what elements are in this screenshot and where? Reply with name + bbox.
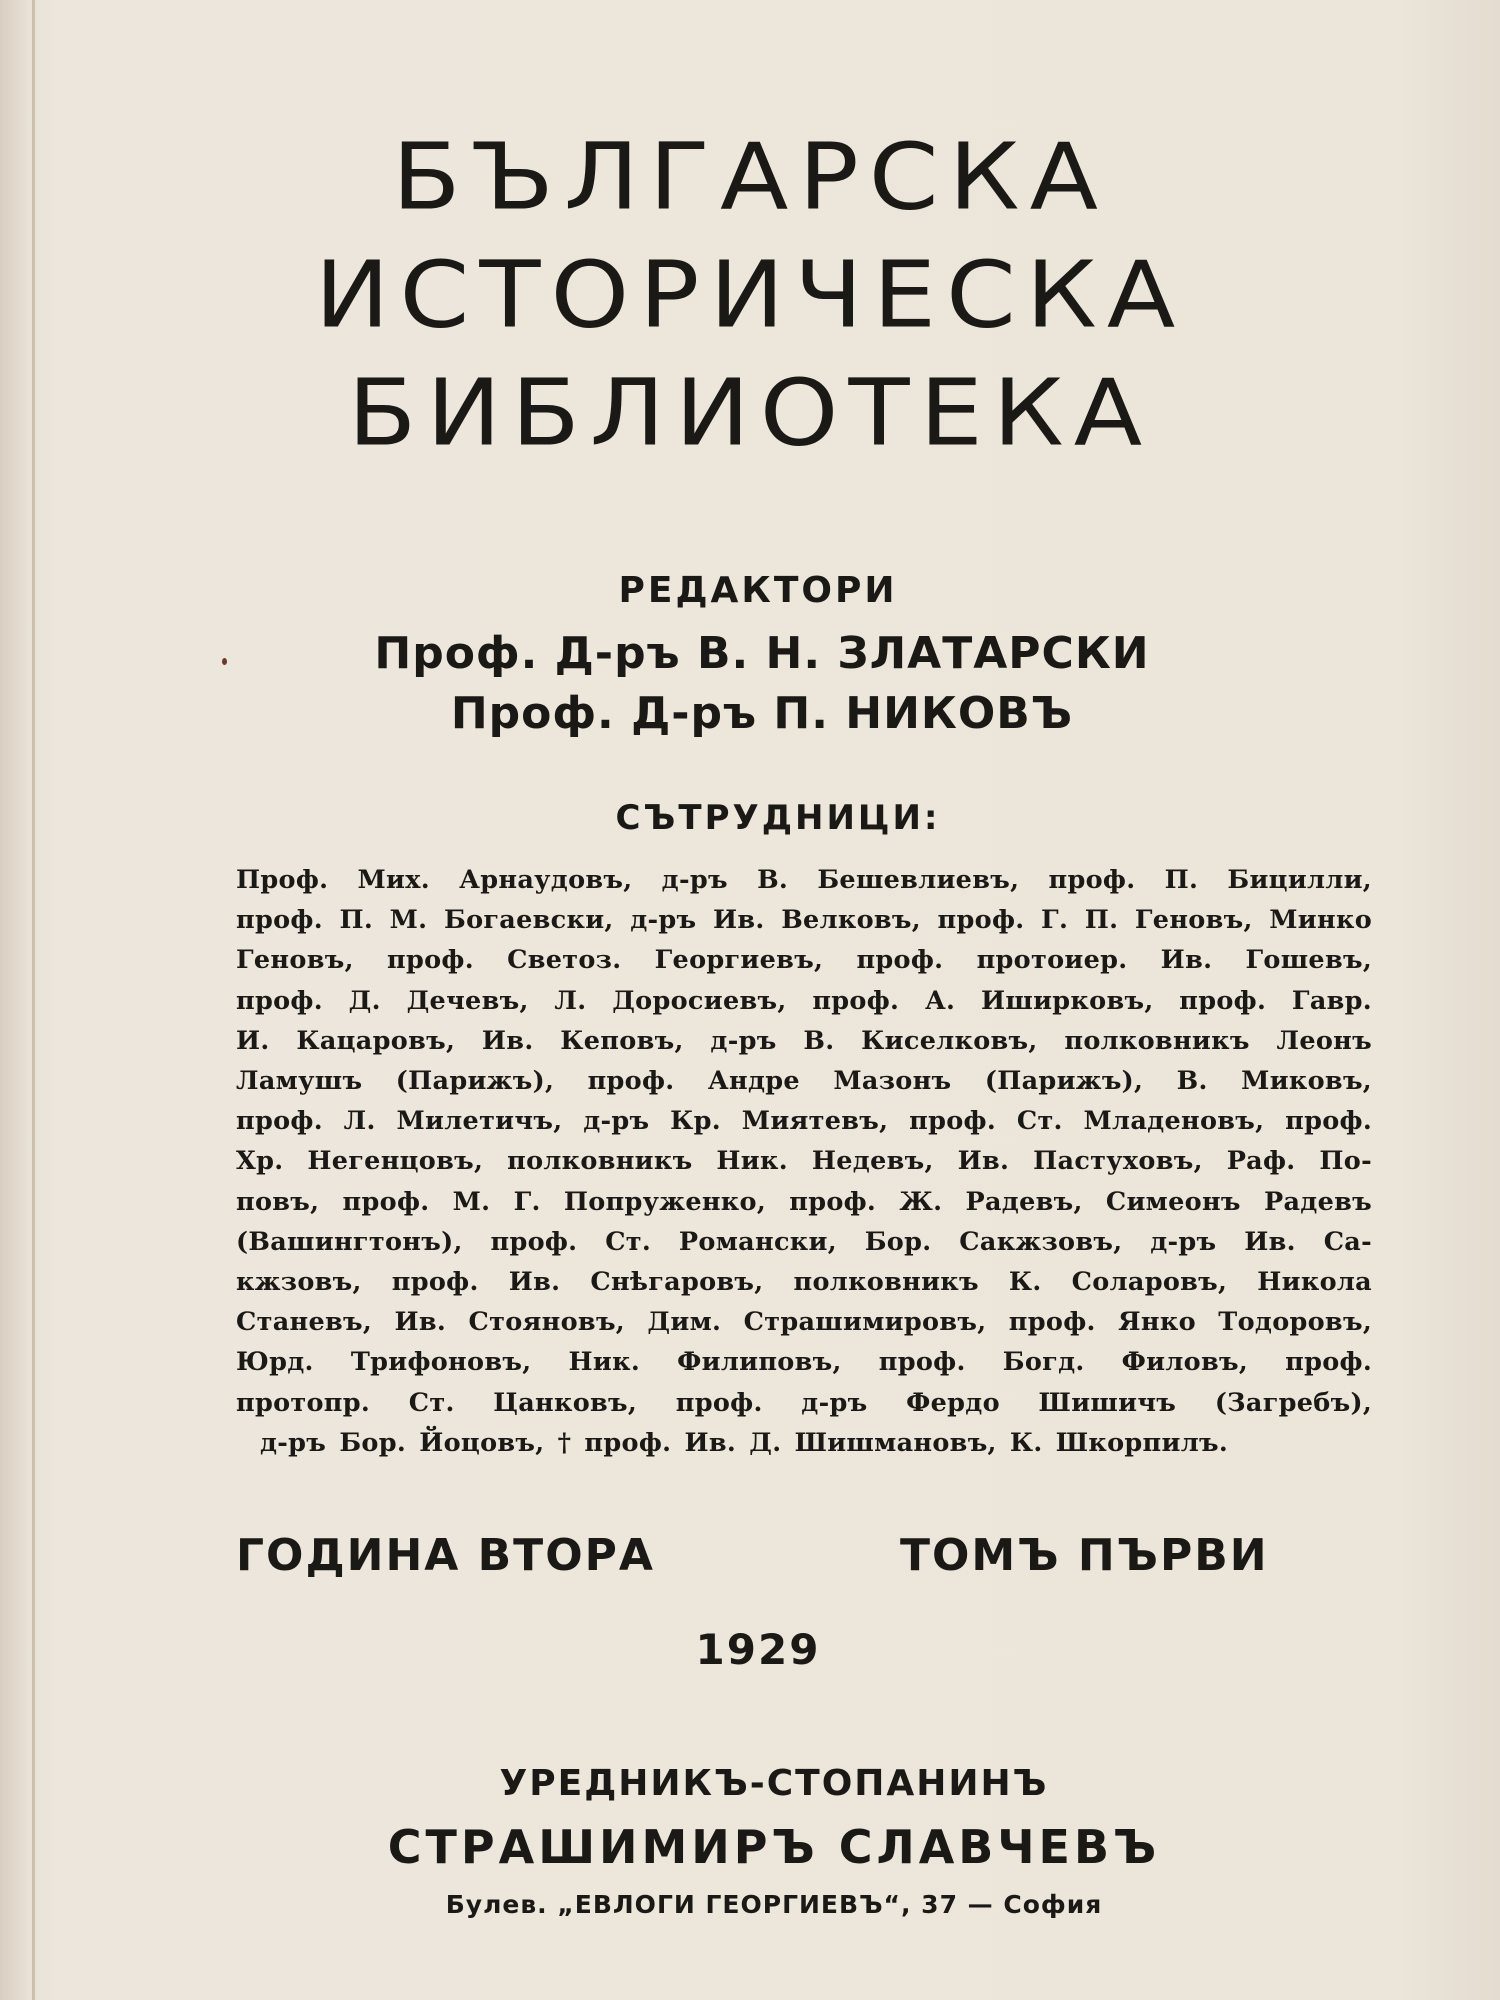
- contributor-line: Ламушъ (Парижъ), проф. Андре Мазонъ (Парижъ), В. Миковъ,: [236, 1066, 1372, 1097]
- contributor-line: повъ, проф. М. Г. Попруженко, проф. Ж. Радевъ, Симеонъ Радевъ: [236, 1186, 1372, 1217]
- publisher-role: УРЕДНИКЪ-СТОПАНИНЪ: [499, 1763, 1049, 1804]
- editors-heading: РЕДАКТОРИ: [618, 570, 898, 611]
- contributor-line: протопр. Ст. Цанковъ, проф. д-ръ Фердо Шишичъ (Загребъ),: [236, 1387, 1372, 1418]
- contributor-line: Проф. Мих. Арнаудовъ, д-ръ В. Бешевлиевъ, проф. П. Бицилли,: [236, 865, 1372, 895]
- title-line-2: ИСТОРИЧЕСКА: [314, 240, 1186, 349]
- publication-year: 1929: [695, 1625, 821, 1674]
- year-label: ГОДИНА ВТОРА: [236, 1530, 655, 1581]
- contributor-line: проф. Д. Дечевъ, Л. Доросиевъ, проф. А. Иширковъ, проф. Гавр.: [236, 985, 1372, 1016]
- volume-label: ТОМЪ ПЪРВИ: [900, 1530, 1269, 1581]
- contributor-line: д-ръ Бор. Йоцовъ, † проф. Ив. Д. Шишмановъ, К. Шкорпилъ.: [260, 1427, 1229, 1458]
- contributor-line: Геновъ, проф. Светоз. Георгиевъ, проф. протоиер. Ив. Гошевъ,: [236, 945, 1372, 976]
- contributor-line: кжзовъ, проф. Ив. Снѣгаровъ, полковникъ К. Соларовъ, Никола: [236, 1267, 1372, 1298]
- title-line-3: БИБЛИОТЕКА: [347, 358, 1153, 467]
- contributors-list: [236, 860, 1372, 1463]
- publisher-address: Булев. „ЕВЛОГИ ГЕОРГИЕВЪ“, 37 — София: [445, 1890, 1103, 1919]
- contributor-line: Юрд. Трифоновъ, Ник. Филиповъ, проф. Богд. Филовъ, проф.: [236, 1347, 1372, 1378]
- editor-name-2: Проф. Д-ръ П. НИКОВЪ: [450, 688, 1074, 739]
- contributor-line: (Вашингтонъ), проф. Ст. Романски, Бор. Сакжзовъ, д-ръ Ив. Са-: [236, 1226, 1372, 1257]
- contributor-line: Станевъ, Ив. Стояновъ, Дим. Страшимировъ, проф. Янко Тодоровъ,: [236, 1307, 1372, 1338]
- contributor-line: Хр. Негенцовъ, полковникъ Ник. Недевъ, Ив. Пастуховъ, Раф. По-: [236, 1146, 1372, 1177]
- title-line-1: БЪЛГАРСКА: [392, 122, 1108, 231]
- contributor-line: проф. Л. Милетичъ, д-ръ Кр. Миятевъ, проф. Ст. Младеновъ, проф.: [236, 1106, 1372, 1137]
- publisher-name: СТРАШИМИРЪ СЛАВЧЕВЪ: [387, 1820, 1161, 1874]
- contributor-line: проф. П. М. Богаевски, д-ръ Ив. Велковъ, проф. Г. П. Геновъ, Минко: [236, 905, 1372, 936]
- contributors-heading: СЪТРУДНИЦИ:: [615, 798, 941, 838]
- editor-name-1: Проф. Д-ръ В. Н. ЗЛАТАРСКИ: [374, 628, 1150, 679]
- contributor-line: И. Кацаровъ, Ив. Кеповъ, д-ръ В. Киселковъ, полковникъ Леонъ: [236, 1025, 1372, 1056]
